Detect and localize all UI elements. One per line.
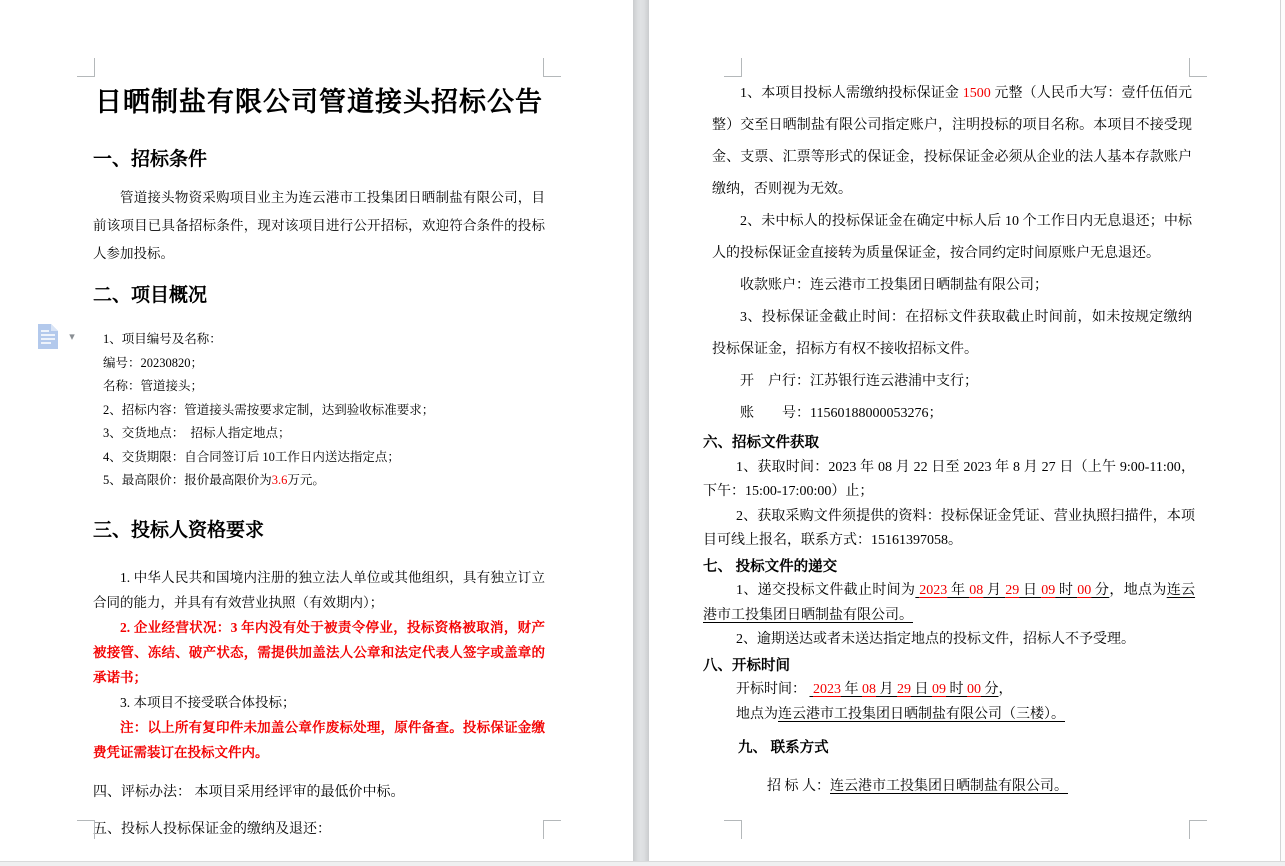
list-item-max-price — [103, 469, 545, 493]
text-segment: 09 — [1041, 583, 1056, 598]
submission-deadline-line — [703, 579, 1195, 628]
section-6-heading: 六、招标文件获取 — [703, 435, 819, 451]
late-submission-line: 2、逾期送达或者未送达指定地点的投标文件，招标人不予受理。 — [736, 632, 1135, 647]
margin-crop-mark — [543, 58, 561, 77]
margin-crop-mark — [1189, 58, 1207, 77]
text-segment: 2023 — [813, 682, 841, 697]
bidder-qualification-list — [93, 565, 545, 765]
section-1-heading: 一、招标条件 — [93, 149, 208, 170]
text-segment: 地点为 — [736, 706, 778, 722]
list-item: 编号：20230820； — [103, 355, 204, 370]
document-page-2[interactable] — [649, 0, 1280, 861]
paste-options-icon[interactable] — [36, 323, 60, 350]
text-segment: 分 — [981, 682, 999, 697]
text-segment: 2023 — [919, 583, 948, 598]
deposit-item-1 — [712, 78, 1192, 206]
text-segment: 连云港市工投集团日晒制盐有限公司。 — [703, 583, 1196, 623]
section-5-line: 五、投标人投标保证金的缴纳及退还： — [93, 821, 331, 837]
margin-crop-mark — [77, 820, 95, 839]
scroll-area-right-edge — [1280, 0, 1285, 861]
text-segment: 08 — [969, 583, 984, 598]
text-segment: 00 — [1077, 583, 1092, 598]
text-segment: 5、最高限价：报价最高限价为 — [103, 473, 272, 487]
list-item: 名称：管道接头； — [103, 379, 204, 393]
section-8-heading: 八、开标时间 — [703, 657, 790, 674]
page-gap-divider — [633, 0, 649, 861]
text-segment: 09 — [932, 682, 946, 697]
text-segment: 年 — [841, 682, 862, 697]
margin-crop-mark — [543, 820, 561, 839]
document-page-1[interactable] — [0, 0, 633, 861]
text-segment: 日 — [911, 682, 932, 697]
deposit-item-2: 2、未中标人的投标保证金在确定中标人后 10 个工作日内无息退还；中标人的投标保证金直接转为质量保证金，按合同约定时间原账户无息退还。 — [712, 214, 1192, 261]
text-segment: 3.6 — [271, 473, 288, 487]
margin-crop-mark — [724, 820, 742, 839]
text-segment: 开标时间： — [736, 682, 810, 697]
text-segment: 元整（人民币大写：壹仟伍佰元整）交至日晒制盐有限公司指定账户，注明投标的项目名称。本项目不接受现金、支票、汇票等形式的保证金，投标保证金必须从企业的法人基本存款账户缴纳，否则视为无效。 — [712, 86, 1193, 197]
paste-options-widget[interactable] — [36, 323, 80, 353]
section-3-heading: 三、投标人资格要求 — [93, 519, 265, 541]
list-item: 4、交货期限：自合同签订后 10工作日内送达指定点； — [103, 449, 400, 464]
text-segment: 日 — [1019, 583, 1042, 598]
text-segment: 1500 — [962, 86, 991, 101]
qualification-item-highlighted: 2. 企业经营状况：3 年内没有处于被责令停业，投标资格被取消，财产被接管、冻结、破产状态，需提供加盖法人公章和法定代表人签字或盖章的承诺书； — [93, 619, 545, 685]
payee-account-line: 收款账户：连云港市工投集团日晒制盐有限公司； — [740, 278, 1048, 293]
text-segment: 连云港市工投集团日晒制盐有限公司（三楼）。 — [778, 706, 1065, 722]
section-7-heading: 七、 投标文件的递交 — [703, 558, 838, 575]
list-item: 3、交货地点： 招标人指定地点； — [103, 426, 291, 440]
text-segment: 年 — [947, 583, 970, 598]
sections-6-to-9 — [703, 431, 1195, 799]
account-number-line: 账 号：11560188000053276； — [740, 406, 943, 421]
text-segment: 月 — [876, 682, 897, 697]
text-segment: 时 — [946, 682, 967, 697]
bid-opening-time-line — [703, 678, 1195, 703]
text-segment: 00 — [967, 682, 981, 697]
margin-crop-mark — [1189, 820, 1207, 839]
text-segment: ， — [998, 682, 1013, 697]
page-1-content — [0, 0, 633, 840]
section-4-line: 四、评标办法： 本项目采用经评审的最低价中标。 — [93, 784, 405, 800]
section-1-paragraph: 管道接头物资采购项目业主为连云港市工投集团日晒制盐有限公司，目前该项目已具备招标条件，现对该项目进行公开招标，欢迎符合条件的投标人参加投标。 — [93, 190, 545, 261]
deposit-item-3: 3、投标保证金截止时间：在招标文件获取截止时间前，如未按规定缴纳投标保证金，招标方有权不接收招标文件。 — [712, 310, 1192, 357]
text-segment: 招 标 人： — [767, 778, 830, 794]
text-segment: 万元。 — [287, 473, 325, 487]
margin-crop-mark — [77, 58, 95, 77]
text-segment: 1、本项目投标人需缴纳投标保证金 — [740, 86, 963, 101]
section-2-heading: 二、项目概况 — [93, 285, 208, 306]
text-segment: 连云港市工投集团日晒制盐有限公司。 — [830, 778, 1068, 794]
qualification-note: 注：以上所有复印件未加盖公章作废标处理，原件备查。投标保证金缴费凭证需装订在投标文件内。 — [93, 719, 545, 760]
tenderer-line — [703, 775, 1195, 800]
document-title: 日晒制盐有限公司管道接头招标公告 — [95, 87, 543, 117]
status-bar-edge — [0, 861, 1285, 866]
section-9-heading: 九、 联系方式 — [738, 740, 829, 756]
qualification-item: 3. 本项目不接受联合体投标； — [120, 694, 296, 710]
text-segment: 时 — [1055, 583, 1078, 598]
text-segment: 29 — [897, 682, 911, 697]
bank-line: 开 户行：江苏银行连云港浦中支行； — [740, 374, 978, 389]
text-segment: 月 — [983, 583, 1006, 598]
obtain-time-line: 1、获取时间：2023 年 08 月 22 日至 2023 年 8 月 27 日（上午 9:00-11:00，下午：15:00-17:00:00）止； — [703, 459, 1195, 499]
text-segment: 1、递交投标文件截止时间为 — [736, 583, 916, 598]
deposit-section-continued — [712, 78, 1192, 430]
text-segment: 29 — [1005, 583, 1020, 598]
list-item: 2、招标内容：管道接头需按要求定制，达到验收标准要求； — [103, 402, 435, 417]
bid-opening-place-line — [703, 703, 1195, 728]
paste-options-dropdown-icon[interactable]: ▾ — [69, 330, 75, 343]
obtain-materials-line: 2、获取采购文件须提供的资料：投标保证金凭证、营业执照扫描件，本项目可线上报名，联系方式：15161397058。 — [703, 508, 1195, 548]
project-overview-list — [103, 328, 545, 493]
text-segment: 分 — [1091, 583, 1110, 598]
margin-crop-mark — [724, 58, 742, 77]
qualification-item: 1. 中华人民共和国境内注册的独立法人单位或其他组织，具有独立订立合同的能力，并具有有效营业执照（有效期内）； — [93, 569, 545, 610]
list-item: 1、项目编号及名称： — [103, 332, 222, 346]
text-segment: ，地点为 — [1109, 583, 1167, 598]
text-segment: 08 — [862, 682, 876, 697]
